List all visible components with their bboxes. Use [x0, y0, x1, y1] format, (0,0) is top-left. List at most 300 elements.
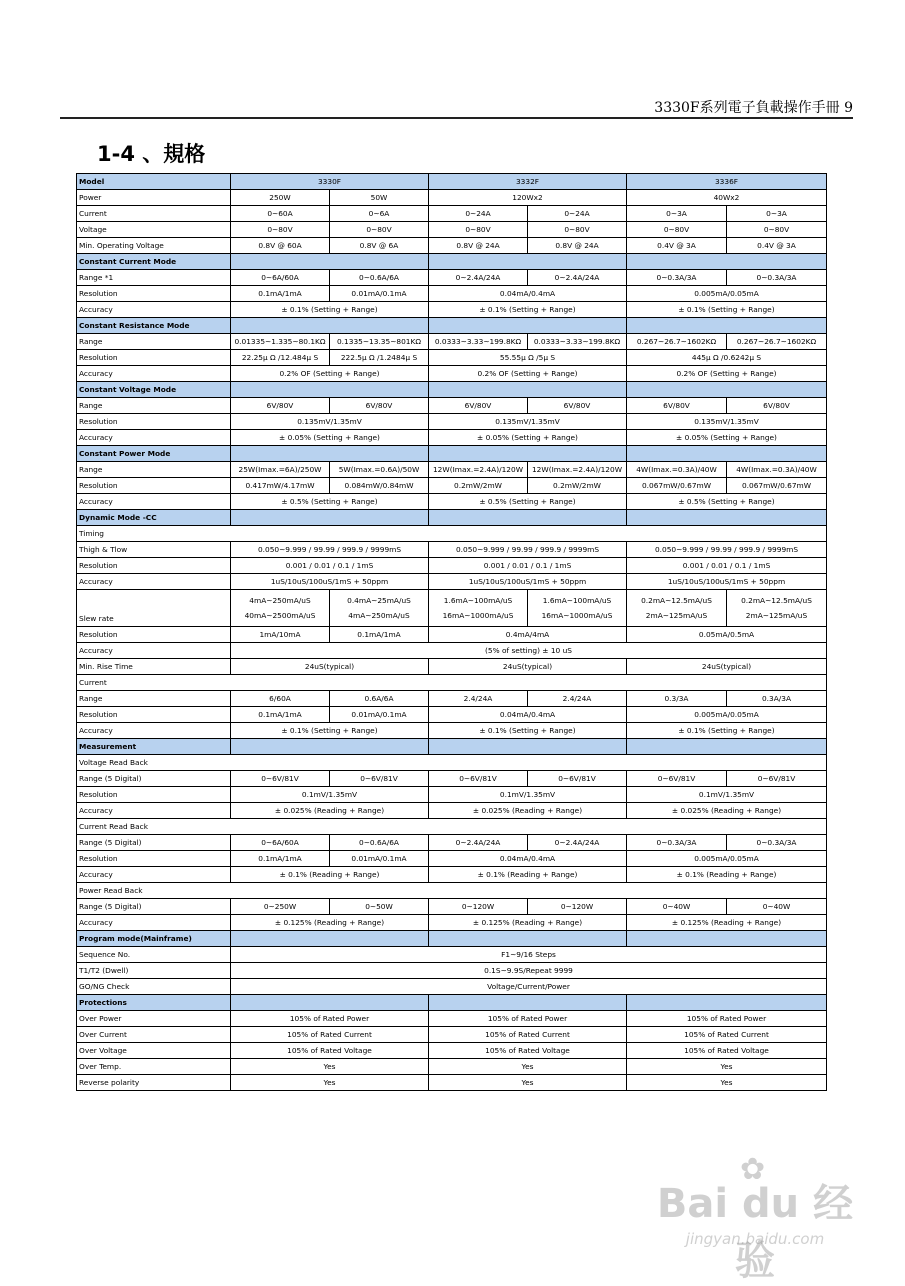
section-row	[77, 510, 827, 526]
row-label: Protections	[77, 995, 231, 1011]
cell-line: 40mA~2500mA/uS	[244, 611, 316, 620]
table-cell	[627, 318, 827, 334]
table-cell: 105% of Rated Voltage	[231, 1043, 429, 1059]
table-cell: 0~80V	[528, 222, 627, 238]
table-cell	[231, 382, 429, 398]
table-cell: Yes	[627, 1059, 827, 1075]
table-row	[77, 835, 827, 851]
table-cell: 0.001 / 0.01 / 0.1 / 1mS	[231, 558, 429, 574]
section-row	[77, 446, 827, 462]
table-cell: 0~0.3A/3A	[627, 270, 727, 286]
row-label: Range	[77, 691, 231, 707]
table-cell: 0.1mA/1mA	[330, 627, 429, 643]
table-cell: ± 0.1% (Reading + Range)	[231, 867, 429, 883]
table-cell: ± 0.125% (Reading + Range)	[231, 915, 429, 931]
table-cell: 0~3A	[627, 206, 727, 222]
row-label: Accuracy	[77, 302, 231, 318]
table-cell: 0~120W	[429, 899, 528, 915]
table-cell: 0~2.4A/24A	[429, 270, 528, 286]
table-cell: 24uS(typical)	[429, 659, 627, 675]
row-label: Over Voltage	[77, 1043, 231, 1059]
table-cell: 0.001 / 0.01 / 0.1 / 1mS	[627, 558, 827, 574]
table-cell: 0.1335~13.35~801KΩ	[330, 334, 429, 350]
cell-line: 2mA~125mA/uS	[645, 611, 708, 620]
table-cell	[627, 739, 827, 755]
table-cell: 445µ Ω /0.6242µ S	[627, 350, 827, 366]
table-cell: 0~80V	[429, 222, 528, 238]
table-row	[77, 1075, 827, 1091]
page-header: 3330F系列電子負載操作手冊 9	[654, 100, 853, 116]
table-cell: Yes	[429, 1075, 627, 1091]
table-cell: 0.135mV/1.35mV	[231, 414, 429, 430]
table-row	[77, 819, 827, 835]
table-cell: 0~6A/60A	[231, 835, 330, 851]
table-cell	[627, 254, 827, 270]
row-label: Voltage	[77, 222, 231, 238]
row-label: Over Power	[77, 1011, 231, 1027]
table-cell: ± 0.5% (Setting + Range)	[627, 494, 827, 510]
table-row	[77, 190, 827, 206]
table-cell: 0~3A	[727, 206, 827, 222]
table-cell: 0~40W	[627, 899, 727, 915]
table-row	[77, 558, 827, 574]
table-cell: 0.2mW/2mW	[429, 478, 528, 494]
row-label: Resolution	[77, 414, 231, 430]
table-cell: 0.005mA/0.05mA	[627, 851, 827, 867]
row-label: Over Current	[77, 1027, 231, 1043]
table-cell: 0.1mA/1mA	[231, 851, 330, 867]
table-cell: (5% of setting) ± 10 uS	[231, 643, 827, 659]
row-label: Resolution	[77, 350, 231, 366]
table-cell: 0.04mA/0.4mA	[429, 851, 627, 867]
table-cell: 5W(Imax.=0.6A)/50W	[330, 462, 429, 478]
table-cell: 0.01335~1.335~80.1KΩ	[231, 334, 330, 350]
table-cell: 0~6V/81V	[528, 771, 627, 787]
row-label: Sequence No.	[77, 947, 231, 963]
table-row	[77, 691, 827, 707]
table-cell: 0.2% OF (Setting + Range)	[231, 366, 429, 382]
row-label: GO/NG Check	[77, 979, 231, 995]
table-cell: 0~2.4A/24A	[528, 270, 627, 286]
table-row	[77, 574, 827, 590]
table-cell: 0~80V	[330, 222, 429, 238]
table-row	[77, 723, 827, 739]
table-cell: 0.01mA/0.1mA	[330, 851, 429, 867]
cell-line: 0.4mA~25mA/uS	[347, 596, 411, 605]
table-cell	[528, 590, 627, 627]
table-row	[77, 1059, 827, 1075]
table-cell: 0.05mA/0.5mA	[627, 627, 827, 643]
table-cell	[627, 995, 827, 1011]
table-row	[77, 899, 827, 915]
table-cell: 0~24A	[429, 206, 528, 222]
table-cell: 105% of Rated Voltage	[429, 1043, 627, 1059]
row-label: Power Read Back	[77, 883, 827, 899]
table-cell: 3332F	[429, 174, 627, 190]
section-row	[77, 254, 827, 270]
table-cell: 105% of Rated Power	[627, 1011, 827, 1027]
row-label: Resolution	[77, 787, 231, 803]
row-label: Timing	[77, 526, 827, 542]
table-cell: F1~9/16 Steps	[231, 947, 827, 963]
table-cell	[429, 318, 627, 334]
table-cell	[429, 739, 627, 755]
watermark-brand: Bai du 经验	[656, 1181, 854, 1284]
row-label: Power	[77, 190, 231, 206]
table-cell: 0~50W	[330, 899, 429, 915]
table-cell: 0~60A	[231, 206, 330, 222]
table-cell: 3336F	[627, 174, 827, 190]
table-cell: ± 0.125% (Reading + Range)	[627, 915, 827, 931]
table-cell	[429, 446, 627, 462]
table-cell: 0.6A/6A	[330, 691, 429, 707]
row-label: Constant Power Mode	[77, 446, 231, 462]
table-cell: 0~6V/81V	[727, 771, 827, 787]
table-cell: 0.3/3A	[627, 691, 727, 707]
row-label: Resolution	[77, 707, 231, 723]
table-row	[77, 803, 827, 819]
section-row	[77, 174, 827, 190]
table-cell: Yes	[231, 1059, 429, 1075]
table-cell: 0~120W	[528, 899, 627, 915]
table-cell: 0~0.6A/6A	[330, 270, 429, 286]
table-cell: 0.1mA/1mA	[231, 707, 330, 723]
table-cell: 0~6A	[330, 206, 429, 222]
table-cell: ± 0.025% (Reading + Range)	[231, 803, 429, 819]
table-cell: ± 0.05% (Setting + Range)	[231, 430, 429, 446]
table-cell: 0.1mA/1mA	[231, 286, 330, 302]
table-row	[77, 979, 827, 995]
table-cell: 0~40W	[727, 899, 827, 915]
table-row	[77, 643, 827, 659]
table-cell	[231, 995, 429, 1011]
table-row	[77, 526, 827, 542]
table-row	[77, 771, 827, 787]
table-cell: Yes	[627, 1075, 827, 1091]
table-cell: 0.050~9.999 / 99.99 / 999.9 / 9999mS	[231, 542, 429, 558]
row-label: Current	[77, 675, 827, 691]
table-cell: ± 0.1% (Setting + Range)	[429, 723, 627, 739]
row-label: Range *1	[77, 270, 231, 286]
row-label: Accuracy	[77, 366, 231, 382]
table-cell: 55.55µ Ω /5µ S	[429, 350, 627, 366]
row-label: Accuracy	[77, 867, 231, 883]
row-label: Current	[77, 206, 231, 222]
table-cell: 0~6V/81V	[330, 771, 429, 787]
table-cell: 0.8V @ 6A	[330, 238, 429, 254]
table-cell: 0.4V @ 3A	[627, 238, 727, 254]
table-cell: 0.067mW/0.67mW	[627, 478, 727, 494]
table-cell	[627, 382, 827, 398]
cell-line: 4mA~250mA/uS	[348, 611, 410, 620]
row-label: Accuracy	[77, 430, 231, 446]
table-cell: 0~2.4A/24A	[528, 835, 627, 851]
row-label: Reverse polarity	[77, 1075, 231, 1091]
table-cell: 0.4mA/4mA	[429, 627, 627, 643]
table-row	[77, 542, 827, 558]
paw-icon: ✿	[740, 1152, 766, 1187]
table-cell: 1uS/10uS/100uS/1mS + 50ppm	[627, 574, 827, 590]
table-cell: 0.267~26.7~1602KΩ	[727, 334, 827, 350]
table-cell	[627, 510, 827, 526]
table-cell: 0.267~26.7~1602KΩ	[627, 334, 727, 350]
table-row	[77, 350, 827, 366]
row-label: Range (5 Digital)	[77, 835, 231, 851]
table-row	[77, 627, 827, 643]
table-row	[77, 963, 827, 979]
table-cell: 0~6V/81V	[429, 771, 528, 787]
table-cell: 0~80V	[627, 222, 727, 238]
row-label: Min. Rise Time	[77, 659, 231, 675]
table-cell	[429, 590, 528, 627]
table-cell: 1uS/10uS/100uS/1mS + 50ppm	[429, 574, 627, 590]
table-cell	[231, 590, 330, 627]
cell-line: 16mA~1000mA/uS	[541, 611, 613, 620]
section-row	[77, 739, 827, 755]
table-cell: 1uS/10uS/100uS/1mS + 50ppm	[231, 574, 429, 590]
cell-line: 0.2mA~12.5mA/uS	[641, 596, 712, 605]
table-cell: 105% of Rated Current	[231, 1027, 429, 1043]
table-row	[77, 707, 827, 723]
table-cell: 120Wx2	[429, 190, 627, 206]
table-cell: 0.417mW/4.17mW	[231, 478, 330, 494]
table-cell: 0~80V	[231, 222, 330, 238]
table-cell: 0~0.6A/6A	[330, 835, 429, 851]
table-row	[77, 270, 827, 286]
table-cell: 4W(Imax.=0.3A)/40W	[727, 462, 827, 478]
table-row	[77, 414, 827, 430]
cell-line: 4mA~250mA/uS	[249, 596, 311, 605]
table-row	[77, 851, 827, 867]
table-cell: 0.01mA/0.1mA	[330, 286, 429, 302]
table-row	[77, 334, 827, 350]
table-cell: 0.04mA/0.4mA	[429, 707, 627, 723]
table-cell: ± 0.1% (Setting + Range)	[231, 723, 429, 739]
table-cell: 0.050~9.999 / 99.99 / 999.9 / 9999mS	[627, 542, 827, 558]
table-cell	[231, 931, 429, 947]
row-label: Measurement	[77, 739, 231, 755]
table-cell: 0.2% OF (Setting + Range)	[429, 366, 627, 382]
table-row	[77, 590, 827, 627]
table-row	[77, 867, 827, 883]
table-cell: 6V/80V	[429, 398, 528, 414]
table-cell: 0.0333~3.33~199.8KΩ	[528, 334, 627, 350]
table-cell: ± 0.1% (Setting + Range)	[627, 302, 827, 318]
row-label: Range (5 Digital)	[77, 899, 231, 915]
spec-table-body	[77, 174, 827, 1091]
table-cell: 0~6A/60A	[231, 270, 330, 286]
table-cell: 1mA/10mA	[231, 627, 330, 643]
table-row	[77, 675, 827, 691]
row-label: T1/T2 (Dwell)	[77, 963, 231, 979]
table-cell: ± 0.1% (Setting + Range)	[429, 302, 627, 318]
section-title: 1-4 、規格	[97, 142, 206, 166]
row-label: Accuracy	[77, 915, 231, 931]
cell-line: 2mA~125mA/uS	[745, 611, 808, 620]
table-cell	[231, 739, 429, 755]
table-cell: 105% of Rated Power	[429, 1011, 627, 1027]
table-row	[77, 366, 827, 382]
row-label: Constant Current Mode	[77, 254, 231, 270]
row-label: Accuracy	[77, 803, 231, 819]
table-cell: ± 0.025% (Reading + Range)	[429, 803, 627, 819]
table-row	[77, 286, 827, 302]
table-cell	[429, 254, 627, 270]
row-label: Current Read Back	[77, 819, 827, 835]
table-cell: 0.3A/3A	[727, 691, 827, 707]
table-cell: 24uS(typical)	[231, 659, 429, 675]
cell-line: 1.6mA~100mA/uS	[542, 596, 612, 605]
table-cell	[231, 254, 429, 270]
table-cell: 0.135mV/1.35mV	[429, 414, 627, 430]
table-cell: 0~0.3A/3A	[727, 270, 827, 286]
table-cell: 0.2% OF (Setting + Range)	[627, 366, 827, 382]
row-label: Over Temp.	[77, 1059, 231, 1075]
table-cell: 2.4/24A	[429, 691, 528, 707]
table-row	[77, 302, 827, 318]
table-cell: 0.067mW/0.67mW	[727, 478, 827, 494]
table-row	[77, 238, 827, 254]
table-cell: 222.5µ Ω /1.2484µ S	[330, 350, 429, 366]
row-label: Resolution	[77, 627, 231, 643]
row-label: Accuracy	[77, 574, 231, 590]
table-cell: ± 0.5% (Setting + Range)	[231, 494, 429, 510]
table-cell: ± 0.05% (Setting + Range)	[627, 430, 827, 446]
row-label: Program mode(Mainframe)	[77, 931, 231, 947]
table-cell: 0.1mV/1.35mV	[627, 787, 827, 803]
table-cell: 0.0333~3.33~199.8KΩ	[429, 334, 528, 350]
table-row	[77, 755, 827, 771]
cell-line: 16mA~1000mA/uS	[442, 611, 514, 620]
table-cell	[231, 446, 429, 462]
table-cell	[429, 382, 627, 398]
table-cell: Yes	[429, 1059, 627, 1075]
row-label: Accuracy	[77, 643, 231, 659]
table-cell: 6V/80V	[231, 398, 330, 414]
table-cell: 0~24A	[528, 206, 627, 222]
table-cell: Yes	[231, 1075, 429, 1091]
table-cell: 0.005mA/0.05mA	[627, 286, 827, 302]
row-label: Accuracy	[77, 494, 231, 510]
table-cell: 3330F	[231, 174, 429, 190]
table-cell: ± 0.1% (Setting + Range)	[627, 723, 827, 739]
table-row	[77, 222, 827, 238]
table-cell: 6V/80V	[627, 398, 727, 414]
table-cell	[429, 995, 627, 1011]
table-cell: 6V/80V	[330, 398, 429, 414]
table-cell	[627, 446, 827, 462]
section-row	[77, 382, 827, 398]
row-label: Range	[77, 398, 231, 414]
table-cell: 6/60A	[231, 691, 330, 707]
table-cell: Voltage/Current/Power	[231, 979, 827, 995]
table-cell: 0~250W	[231, 899, 330, 915]
table-cell: 0~80V	[727, 222, 827, 238]
table-row	[77, 494, 827, 510]
table-cell: 0.1S~9.9S/Repeat 9999	[231, 963, 827, 979]
row-label: Voltage Read Back	[77, 755, 827, 771]
table-row	[77, 206, 827, 222]
table-cell: 0.2mW/2mW	[528, 478, 627, 494]
section-row	[77, 318, 827, 334]
table-cell	[627, 590, 727, 627]
table-cell: 0.005mA/0.05mA	[627, 707, 827, 723]
table-row	[77, 462, 827, 478]
table-cell: 40Wx2	[627, 190, 827, 206]
row-label: Range (5 Digital)	[77, 771, 231, 787]
table-cell: 12W(Imax.=2.4A)/120W	[528, 462, 627, 478]
row-label: Accuracy	[77, 723, 231, 739]
table-cell: 0.1mV/1.35mV	[231, 787, 429, 803]
table-cell: 0~6V/81V	[627, 771, 727, 787]
table-cell: 6V/80V	[727, 398, 827, 414]
table-cell	[429, 931, 627, 947]
table-row	[77, 883, 827, 899]
row-label: Resolution	[77, 851, 231, 867]
watermark-url: jingyan.baidu.com	[685, 1230, 825, 1248]
row-label: Slew rate	[77, 590, 231, 627]
table-row	[77, 1027, 827, 1043]
table-row	[77, 1011, 827, 1027]
table-cell: 0~2.4A/24A	[429, 835, 528, 851]
table-cell: 0.8V @ 24A	[528, 238, 627, 254]
row-label: Range	[77, 334, 231, 350]
table-cell: 105% of Rated Power	[231, 1011, 429, 1027]
table-cell: 0~0.3A/3A	[627, 835, 727, 851]
table-cell: 2.4/24A	[528, 691, 627, 707]
table-cell: 0~6V/81V	[231, 771, 330, 787]
table-cell: 0.8V @ 60A	[231, 238, 330, 254]
table-cell	[627, 931, 827, 947]
row-label: Resolution	[77, 478, 231, 494]
row-label: Thigh & Tlow	[77, 542, 231, 558]
row-label: Model	[77, 174, 231, 190]
table-cell	[231, 318, 429, 334]
table-row	[77, 787, 827, 803]
table-cell: 0.001 / 0.01 / 0.1 / 1mS	[429, 558, 627, 574]
table-cell: 0.8V @ 24A	[429, 238, 528, 254]
table-cell: 50W	[330, 190, 429, 206]
table-cell: 12W(Imax.=2.4A)/120W	[429, 462, 528, 478]
table-cell: 25W(Imax.=6A)/250W	[231, 462, 330, 478]
table-cell	[330, 590, 429, 627]
table-cell: 0.050~9.999 / 99.99 / 999.9 / 9999mS	[429, 542, 627, 558]
cell-line: 1.6mA~100mA/uS	[443, 596, 513, 605]
table-cell	[429, 510, 627, 526]
spec-table	[76, 173, 827, 1091]
table-row	[77, 1043, 827, 1059]
header-rule	[60, 117, 853, 119]
table-cell: 250W	[231, 190, 330, 206]
table-cell: 105% of Rated Current	[429, 1027, 627, 1043]
table-cell	[727, 590, 827, 627]
table-row	[77, 947, 827, 963]
table-cell: 0~0.3A/3A	[727, 835, 827, 851]
table-cell: ± 0.1% (Setting + Range)	[231, 302, 429, 318]
table-cell: ± 0.05% (Setting + Range)	[429, 430, 627, 446]
table-cell: 0.4V @ 3A	[727, 238, 827, 254]
table-cell: 0.1mV/1.35mV	[429, 787, 627, 803]
table-cell: 22.25µ Ω /12.484µ S	[231, 350, 330, 366]
section-row	[77, 995, 827, 1011]
table-cell: ± 0.125% (Reading + Range)	[429, 915, 627, 931]
table-cell: 105% of Rated Voltage	[627, 1043, 827, 1059]
row-label: Constant Resistance Mode	[77, 318, 231, 334]
table-cell: ± 0.5% (Setting + Range)	[429, 494, 627, 510]
row-label: Range	[77, 462, 231, 478]
table-row	[77, 915, 827, 931]
watermark	[640, 1152, 870, 1284]
